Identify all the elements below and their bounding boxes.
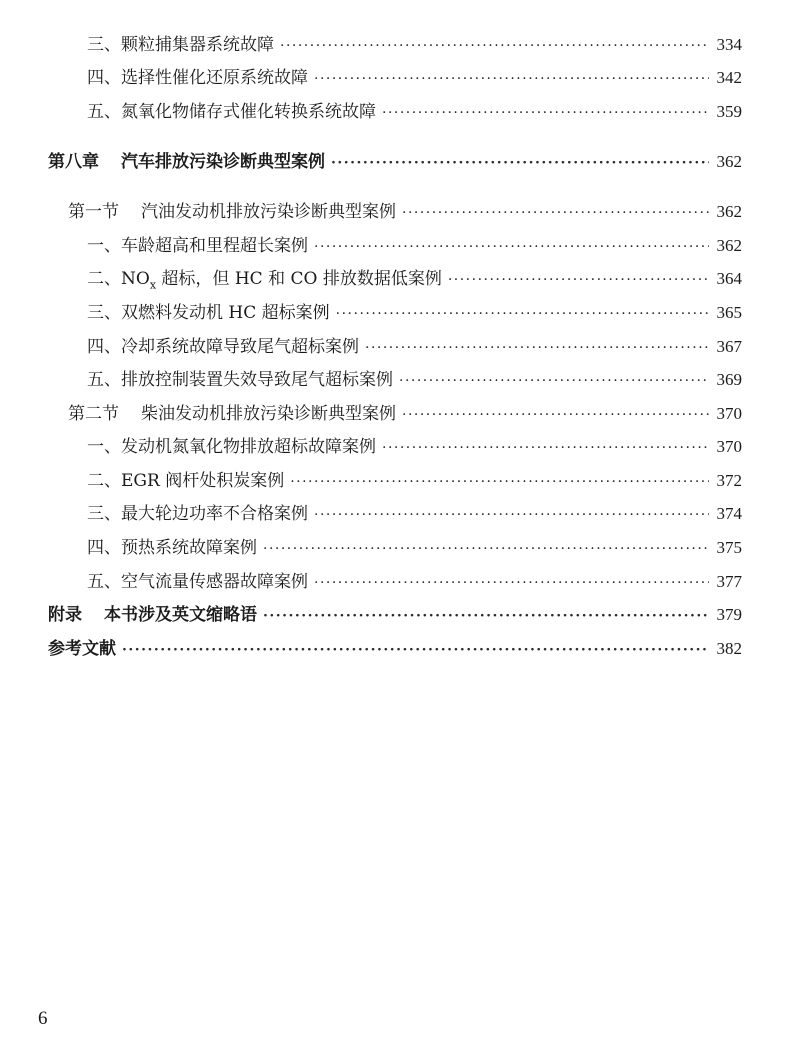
toc-entry[interactable] (87, 499, 742, 529)
toc-page-number: 372 (716, 471, 742, 490)
toc-entry-title: 一、发动机氮氧化物排放超标故障案例 (87, 437, 376, 457)
toc-entry[interactable] (87, 567, 742, 597)
toc-page-number: 364 (716, 269, 742, 288)
appendix-label: 附录 (48, 605, 82, 625)
chapter-label: 第八章 (48, 152, 99, 172)
toc-entry-title: 三、双燃料发动机 HC 超标案例 (87, 303, 330, 323)
toc-page-number: 379 (716, 605, 742, 624)
toc-entry[interactable] (87, 264, 742, 294)
dot-leader (382, 433, 709, 463)
toc-entry-title: 四、预热系统故障案例 (87, 538, 257, 558)
dot-leader (263, 534, 709, 564)
dot-leader (280, 31, 709, 61)
dot-leader (336, 299, 709, 329)
dot-leader (290, 467, 708, 497)
toc-page-number: 342 (716, 68, 742, 87)
toc-appendix-entry[interactable] (48, 600, 742, 630)
toc-page-number: 334 (716, 35, 742, 54)
toc-section-entry[interactable] (68, 399, 742, 429)
toc-entry-title: 三、最大轮边功率不合格案例 (87, 504, 308, 524)
title-prefix: 二、NO (87, 269, 150, 289)
toc-page-number: 382 (716, 639, 742, 658)
toc-entry[interactable] (87, 97, 742, 127)
toc-entry[interactable] (87, 466, 742, 496)
toc-entry-title (68, 197, 396, 227)
toc-entry-title: 五、氮氧化物储存式催化转换系统故障 (87, 102, 376, 122)
toc-page-number: 362 (716, 152, 742, 171)
dot-leader (399, 366, 709, 396)
subscript-x: x (149, 278, 157, 292)
dot-leader (402, 198, 709, 228)
toc-section-entry[interactable] (68, 197, 742, 227)
toc-entry-title: 五、空气流量传感器故障案例 (87, 572, 308, 592)
dot-leader (382, 98, 709, 128)
toc-entry-title: 参考文献 (48, 639, 116, 659)
toc-entry-title (48, 600, 257, 630)
dot-leader (122, 635, 709, 665)
toc-chapter-entry[interactable] (48, 147, 742, 177)
toc-entry-title: 二、EGR 阀杆处积炭案例 (87, 471, 285, 491)
toc-entry-title: 三、颗粒捕集器系统故障 (87, 35, 274, 55)
toc-entry-title: 五、排放控制装置失效导致尾气超标案例 (87, 370, 393, 390)
toc-entry[interactable] (87, 30, 742, 60)
section-label: 第一节 (68, 202, 119, 222)
toc-page-number: 370 (716, 404, 742, 423)
toc-entry-title: 一、车龄超高和里程超长案例 (87, 236, 308, 256)
toc-entry[interactable] (87, 63, 742, 93)
toc-entry[interactable] (87, 231, 742, 261)
dot-leader (314, 64, 709, 94)
toc-page-number: 374 (716, 504, 742, 523)
dot-leader (314, 500, 709, 530)
toc-references-entry[interactable] (48, 634, 742, 664)
dot-leader (314, 568, 709, 598)
toc-page-number: 359 (716, 102, 742, 121)
dot-leader (314, 232, 709, 262)
toc-entry-title (68, 399, 396, 429)
toc-entry[interactable] (87, 365, 742, 395)
toc-page-number: 377 (716, 572, 742, 591)
toc-entry[interactable] (87, 533, 742, 563)
toc-entry[interactable] (87, 332, 742, 362)
toc-entry-title (48, 147, 325, 177)
toc-page-number: 369 (716, 370, 742, 389)
toc-page-number: 362 (716, 236, 742, 255)
toc-entry[interactable] (87, 298, 742, 328)
appendix-title: 本书涉及英文缩略语 (104, 605, 257, 625)
dot-leader (402, 400, 709, 430)
title-suffix: 超标，但 HC 和 CO 排放数据低案例 (156, 269, 442, 289)
section-title: 汽油发动机排放污染诊断典型案例 (141, 202, 396, 222)
toc-page-number: 370 (716, 437, 742, 456)
dot-leader (448, 265, 709, 295)
dot-leader (331, 148, 709, 178)
toc-page-number: 375 (716, 538, 742, 557)
toc-page-number: 367 (716, 337, 742, 356)
toc-entry-title: 四、选择性催化还原系统故障 (87, 68, 308, 88)
toc-page-number: 365 (716, 303, 742, 322)
chapter-title: 汽车排放污染诊断典型案例 (121, 152, 325, 172)
dot-leader (365, 333, 709, 363)
toc-entry-title: 四、冷却系统故障导致尾气超标案例 (87, 337, 359, 357)
page-number: 6 (38, 1008, 48, 1029)
toc-page-number: 362 (716, 202, 742, 221)
toc-entry[interactable] (87, 432, 742, 462)
toc-entry-title (87, 264, 442, 300)
dot-leader (263, 601, 709, 631)
section-label: 第二节 (68, 404, 119, 424)
section-title: 柴油发动机排放污染诊断典型案例 (141, 404, 396, 424)
